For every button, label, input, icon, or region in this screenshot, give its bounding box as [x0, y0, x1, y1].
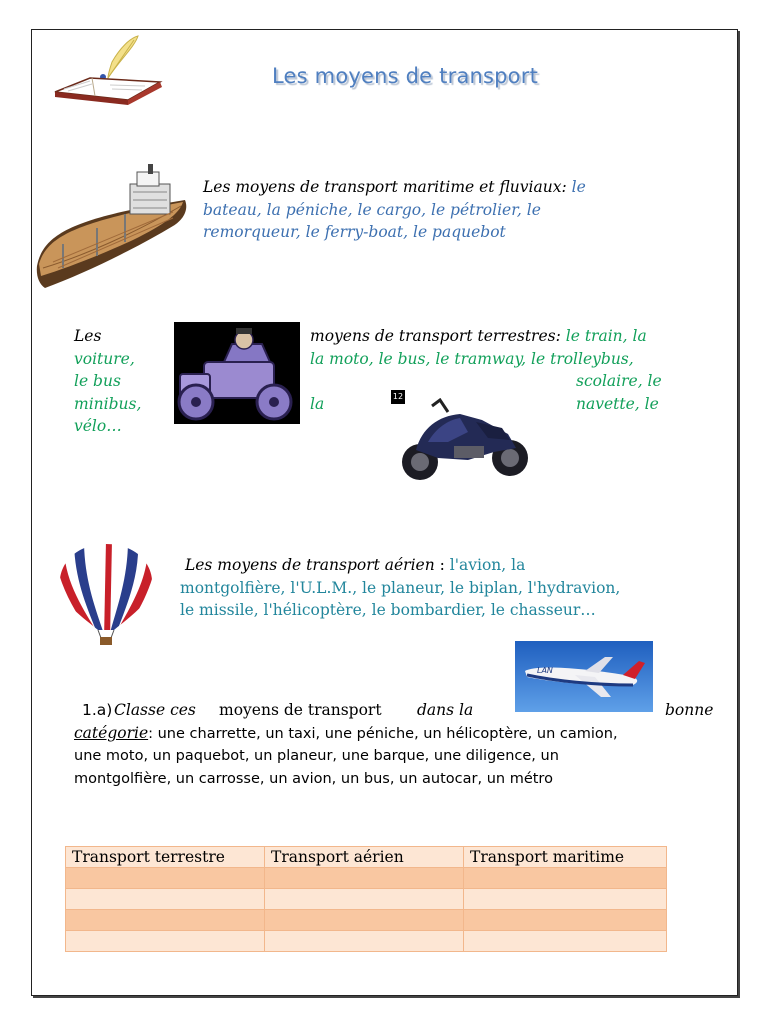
- exercise-paragraph: 1.a) Classe ces moyens de transport dans la bonne catégorie: une charrette, un taxi, une péniche, un hélicoptère, un camion, une moto, un paquebot, un planeur, une barque, une diligence, un montgolfière, un carrosse, un avion, un bus, un autocar, un métro: [74, 701, 714, 787]
- answer-cell[interactable]: [265, 910, 464, 931]
- classification-table: [65, 846, 667, 952]
- terrestre-right-column: moyens de transport terrestres: le train, la la moto, le bus, le tramway, le trolleybus,: [310, 327, 647, 368]
- table-header-row: [66, 847, 667, 868]
- answer-cell[interactable]: [464, 889, 667, 910]
- page-title: Les moyens de transport: [272, 64, 539, 88]
- aerien-heading: Les moyens de transport aérien: [184, 556, 435, 574]
- table-row: [66, 889, 667, 910]
- table-row: [66, 931, 667, 952]
- ship-icon: [33, 164, 191, 292]
- plane-logo: LAN: [537, 666, 553, 675]
- book-quill-icon: [50, 32, 172, 107]
- terrestre-left-column: Les voiture, le bus minibus, vélo…: [74, 327, 142, 435]
- answer-cell[interactable]: [265, 931, 464, 952]
- car-image: [174, 322, 300, 424]
- maritime-paragraph: Les moyens de transport maritime et fluviaux: le bateau, la péniche, le cargo, le pétrolier, le remorqueur, le ferry-boat, le paquebot: [203, 178, 586, 241]
- answer-cell[interactable]: [464, 931, 667, 952]
- hot-air-balloon-image: [54, 540, 158, 646]
- exercise-number: 1.a): [82, 701, 113, 719]
- header-maritime: Transport maritime: [464, 847, 667, 868]
- maritime-heading: Les moyens de transport maritime et fluviaux:: [203, 178, 567, 196]
- header-aerien: Transport aérien: [265, 847, 464, 868]
- answer-cell[interactable]: [464, 910, 667, 931]
- answer-cell[interactable]: [66, 889, 265, 910]
- answer-cell[interactable]: [464, 868, 667, 889]
- image-badge: 12: [391, 390, 405, 404]
- header-terrestre: Transport terrestre: [66, 847, 265, 868]
- answer-cell[interactable]: [66, 931, 265, 952]
- terrestre-heading: moyens de transport terrestres:: [310, 327, 561, 345]
- answer-cell[interactable]: [66, 868, 265, 889]
- answer-cell[interactable]: [265, 868, 464, 889]
- aerien-paragraph: Les moyens de transport aérien : l'avion, la montgolfière, l'U.L.M., le planeur, le biplan, l'hydravion, le missile, l'hélicoptère, le bombardier, le chasseur…: [180, 556, 621, 619]
- answer-cell[interactable]: [66, 910, 265, 931]
- table-row: [66, 910, 667, 931]
- table-row: [66, 868, 667, 889]
- answer-cell[interactable]: [265, 889, 464, 910]
- motorcycle-image: [398, 398, 536, 484]
